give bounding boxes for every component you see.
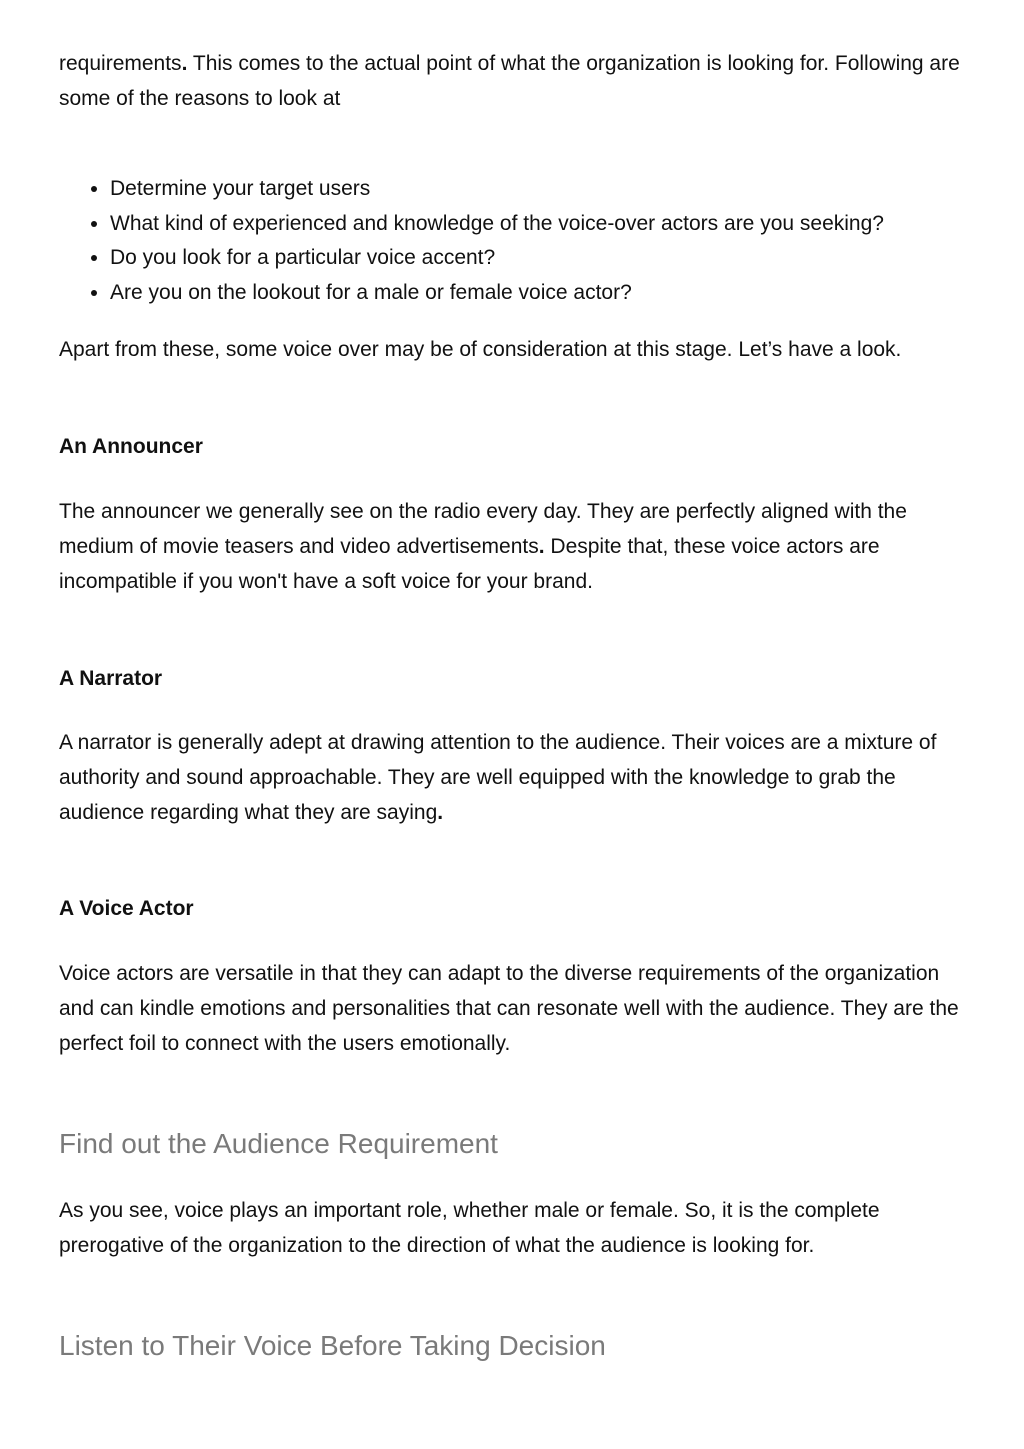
announcer-paragraph [59,494,979,599]
narrator-period: . [437,801,444,824]
intro-rest: This comes to the actual point of what the organization is looking for. Following are some of the reasons to look at [59,52,960,110]
audience-paragraph: As you see, voice plays an important role, whether male or female. So, it is the complete prerogative of the organization to the direction of what the audience is looking for. [59,1199,880,1257]
intro-paragraph [59,46,979,116]
list-item: • Do you look for a particular voice accent? [110,241,1024,276]
narrator-paragraph [59,725,979,830]
narrator-heading: A Narrator [59,667,163,690]
narrator-text-a: A narrator is generally adept at drawing attention to the audience. Their voices are a mixture of authority and sound approachable. They are well equipped with the knowledge to grab the audience regarding what they are saying [59,731,937,824]
announcer-text-b: Despite that, these voice actors are incompatible if you won't have a soft voice for your brand. [59,535,880,593]
announcer-text-a: The announcer we generally see on the radio every day. They are perfectly aligned with the medium of movie teasers and video advertisements [59,500,907,558]
intro-period: . [181,52,188,75]
reasons-list [59,172,1024,310]
intro-lead: requirements [59,52,182,75]
voice-actor-paragraph: Voice actors are versatile in that they can adapt to the diverse requirements of the organization and can kindle emotions and personalities that can resonate well with the audience. They are the perfect foil to connect with the users emotionally. [59,962,959,1055]
voice-actor-heading: A Voice Actor [59,897,194,920]
announcer-period: . [538,535,545,558]
apart-paragraph: Apart from these, some voice over may be of consideration at this stage. Let’s have a look. [59,338,902,361]
audience-section-heading: Find out the Audience Requirement [59,1128,498,1159]
list-item: • What kind of experienced and knowledge of the voice-over actors are you seeking? [110,207,1024,242]
announcer-heading: An Announcer [59,435,203,458]
list-item: • Are you on the lookout for a male or female voice actor? [110,276,1024,311]
listen-section-heading: Listen to Their Voice Before Taking Decision [59,1330,606,1361]
list-item: • Determine your target users [110,172,1024,207]
